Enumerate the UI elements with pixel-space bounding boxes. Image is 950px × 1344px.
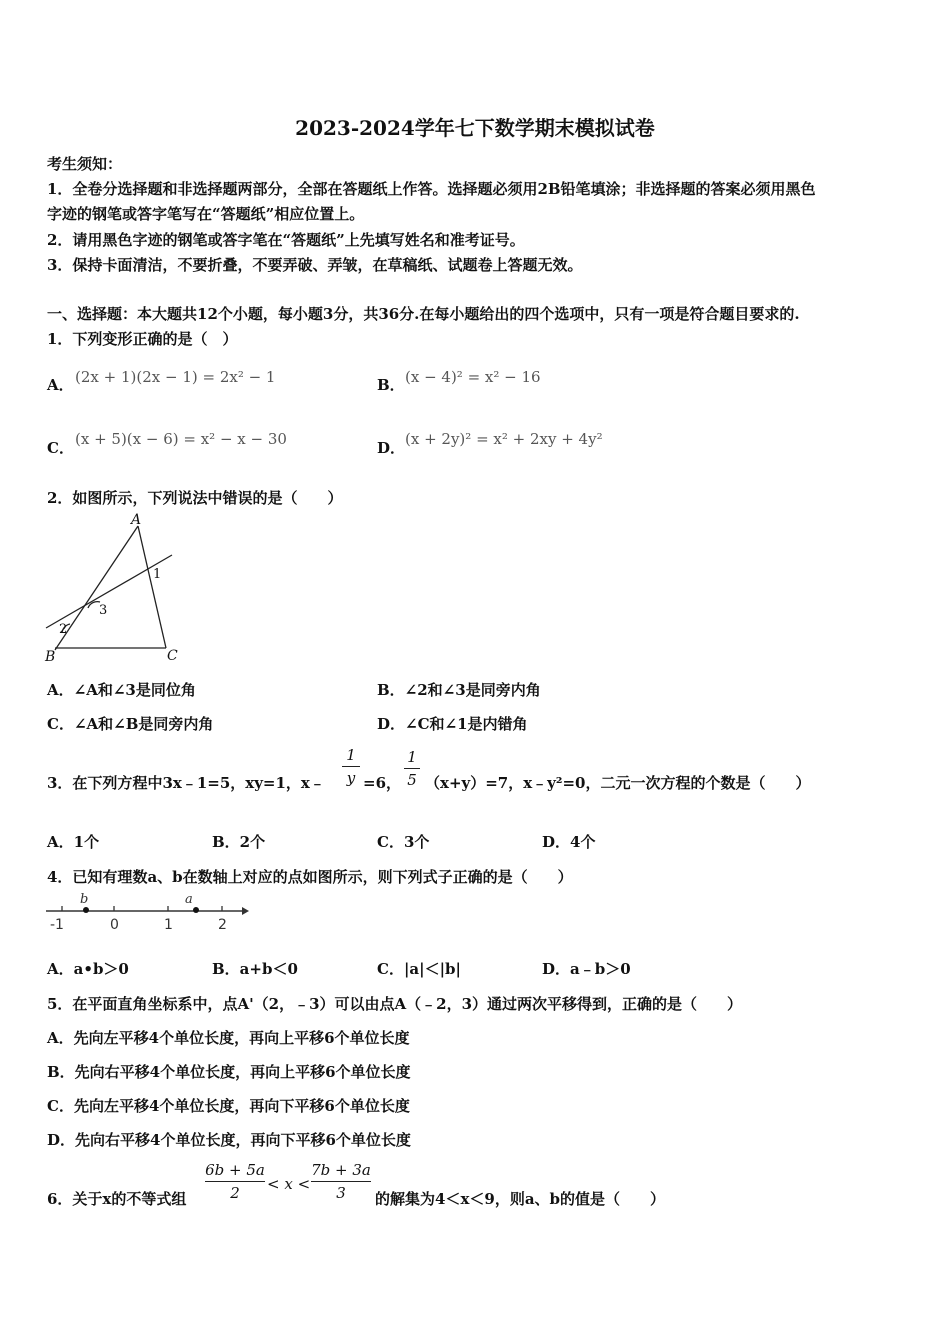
q6-frac1-num: 6b + 5a [205, 1161, 265, 1179]
q5-option-a: A．先向左平移4个单位长度，再向上平移6个单位长度 [47, 1029, 410, 1047]
q1-b-label: B． [377, 376, 405, 394]
q2-option-b: B．∠2和∠3是同旁内角 [377, 681, 541, 699]
q5-option-b: B．先向右平移4个单位长度，再向上平移6个单位长度 [47, 1063, 411, 1081]
q3-frac1-den: y [346, 769, 356, 787]
q3-stem-a: 3．在下列方程中3x﹣1=5，xy=1，x﹣ [47, 774, 325, 792]
side-ab [55, 526, 138, 650]
q5-option-d: D．先向右平移4个单位长度，再向下平移6个单位长度 [47, 1131, 411, 1149]
q3-fraction-1 [342, 746, 360, 787]
q1-d-label: D． [377, 439, 406, 457]
q2-option-c: C．∠A和∠B是同旁内角 [47, 715, 214, 733]
q4-option-b: B．a+b＜0 [212, 960, 298, 978]
axis-arrow-icon [242, 907, 249, 915]
q4-option-c: C．|a|＜|b| [377, 960, 461, 978]
q6-fraction-1 [205, 1161, 265, 1202]
q1-c-label: C． [47, 439, 74, 457]
point-a-label: a [185, 892, 193, 907]
q5-stem: 5．在平面直角坐标系中，点A'（2，﹣3）可以由点A（﹣2，3）通过两次平移得到，正确的是（ ） [47, 995, 743, 1013]
q3-frac1-num: 1 [346, 746, 356, 764]
notice-line-3: 3．保持卡面清洁，不要折叠，不要弄破、弄皱，在草稿纸、试题卷上答题无效。 [47, 256, 583, 274]
q3-fraction-2 [404, 748, 420, 789]
q4-number-line [42, 890, 252, 934]
q1-option-a: (2x + 1)(2x − 1) = 2x² − 1 [75, 368, 276, 386]
q6-fraction-2 [311, 1161, 371, 1202]
notice-heading: 考生须知： [47, 155, 123, 173]
q3-stem-b: =6， [363, 774, 402, 792]
page-title: 2023-2024学年七下数学期末模拟试卷 [295, 116, 655, 140]
notice-line-1a: 1．全卷分选择题和非选择题两部分，全部在答题纸上作答。选择题必须用2B铅笔填涂；非选择题的答案必须用黑色 [47, 180, 816, 198]
q2-option-d: D．∠C和∠1是内错角 [377, 715, 528, 733]
label-c: C [167, 648, 178, 664]
q4-option-d: D．a﹣b＞0 [542, 960, 631, 978]
q6-frac2-num: 7b + 3a [311, 1161, 371, 1179]
point-b [83, 907, 89, 913]
q6-stem-a: 6．关于x的不等式组 [47, 1190, 187, 1208]
label-a: A [131, 512, 142, 528]
notice-line-1b: 字迹的钢笔或答字笔写在“答题纸”相应位置上。 [47, 205, 365, 223]
q6-stem-b: 的解集为4＜x＜9，则a、b的值是（ ） [375, 1190, 666, 1208]
tick-label-1: 1 [164, 917, 173, 933]
point-b-label: b [80, 892, 89, 907]
q5-option-c: C．先向左平移4个单位长度，再向下平移6个单位长度 [47, 1097, 410, 1115]
q4-option-a: A．a•b＞0 [47, 960, 129, 978]
q3-option-c: C．3个 [377, 833, 430, 851]
point-a [193, 907, 199, 913]
q3-stem-c: （x+y）=7，x﹣y²=0，二元一次方程的个数是（ ） [425, 774, 811, 792]
label-angle-3: 3 [99, 603, 108, 618]
side-ac [138, 526, 166, 648]
q2-stem: 2．如图所示，下列说法中错误的是（ ） [47, 489, 343, 507]
q1-a-label: A． [47, 376, 74, 394]
q1-option-b: (x − 4)² = x² − 16 [405, 368, 541, 386]
q6-frac2-den: 3 [336, 1184, 346, 1202]
q4-stem: 4．已知有理数a、b在数轴上对应的点如图所示，则下列式子正确的是（ ） [47, 868, 573, 886]
tick-label-minus1: -1 [50, 917, 64, 933]
tick-label-2: 2 [218, 917, 227, 933]
q6-frac1-den: 2 [230, 1184, 240, 1202]
label-b: B [45, 649, 56, 665]
q1-option-d: (x + 2y)² = x² + 2xy + 4y² [405, 430, 603, 448]
q3-option-d: D．4个 [542, 833, 596, 851]
section-heading: 一、选择题：本大题共12个小题，每小题3分，共36分.在每小题给出的四个选项中，只有一项是符合题目要求的. [47, 305, 800, 323]
q6-inequality-middle: < x < [267, 1175, 311, 1193]
q3-option-a: A．1个 [47, 833, 100, 851]
notice-line-2: 2．请用黑色字迹的钢笔或答字笔在“答题纸”上先填写姓名和准考证号。 [47, 231, 525, 249]
q1-stem: 1．下列变形正确的是（ ） [47, 330, 238, 348]
q1-option-c: (x + 5)(x − 6) = x² − x − 30 [75, 430, 287, 448]
tick-label-0: 0 [110, 917, 119, 933]
q2-option-a: A．∠A和∠3是同位角 [47, 681, 196, 699]
q2-triangle-figure [40, 510, 190, 665]
label-angle-1: 1 [153, 567, 162, 582]
q3-frac2-num: 1 [407, 748, 417, 766]
q3-frac2-den: 5 [407, 771, 417, 789]
q3-option-b: B．2个 [212, 833, 266, 851]
label-angle-2: 2 [59, 622, 68, 637]
